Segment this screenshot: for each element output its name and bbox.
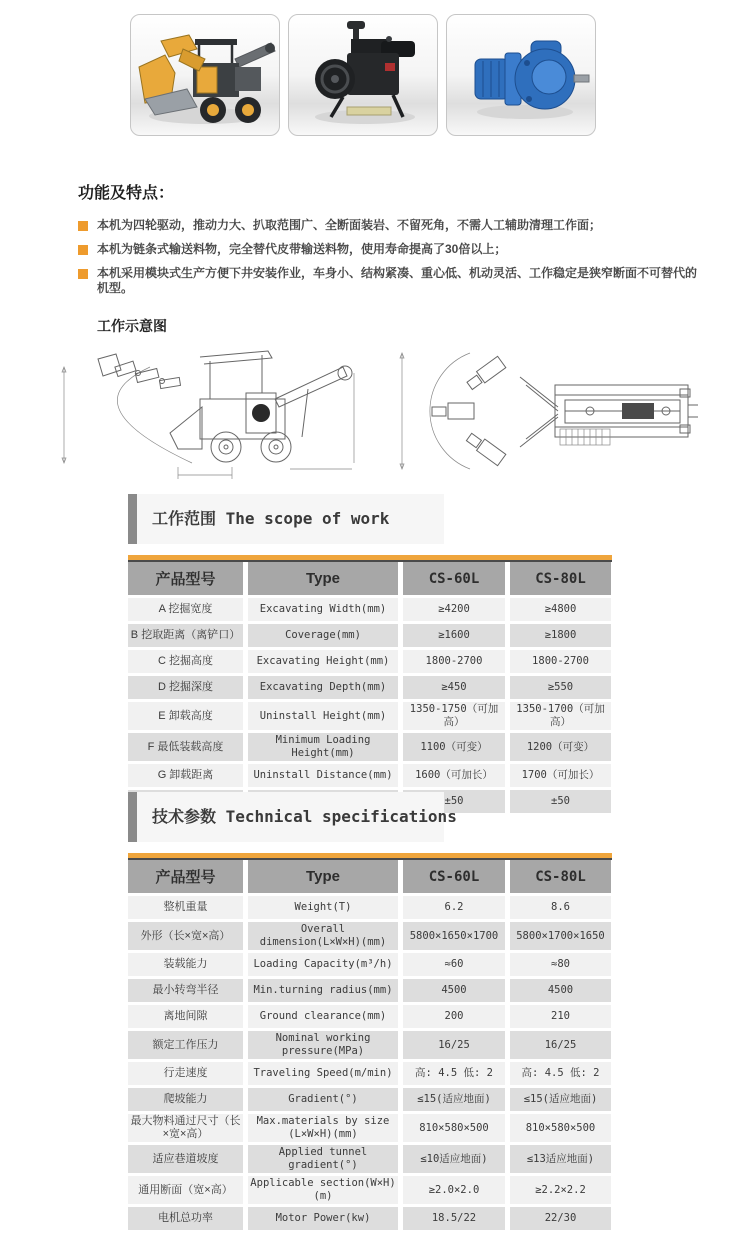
table-header-row (128, 562, 612, 595)
table-row (128, 702, 612, 730)
table-cell: 1800-2700 (510, 650, 611, 673)
table-cell: 高: 4.5 低: 2 (510, 1062, 611, 1085)
table-row (128, 1031, 612, 1059)
feature-text: 本机为链条式输送料物，完全替代皮带输送料物，使用寿命提高了30倍以上； (97, 242, 507, 256)
table-cell: E 卸载高度 (128, 702, 243, 730)
technical-specifications-section (128, 792, 612, 1233)
header-product-model: 产品型号 (128, 860, 243, 893)
table-cell: ≥1600 (403, 624, 505, 647)
table-header-row (128, 860, 612, 893)
table-cell: 整机重量 (128, 896, 243, 919)
table-accent-bar (128, 555, 612, 562)
top-view-drawing (400, 353, 698, 469)
mucking-loader-illustration (131, 15, 279, 135)
diesel-engine-illustration (289, 15, 437, 135)
table-cell: Applicable section(W×H)(m) (248, 1176, 398, 1204)
table-row (128, 922, 612, 950)
table-cell: 810×580×500 (510, 1114, 611, 1142)
table-cell: Nominal working pressure(MPa) (248, 1031, 398, 1059)
table-cell: Excavating Height(mm) (248, 650, 398, 673)
table-cell: 810×580×500 (403, 1114, 505, 1142)
table-cell: 210 (510, 1005, 611, 1028)
table-cell: ±50 (510, 790, 611, 813)
machine-line-drawing (50, 337, 700, 485)
table-cell: Motor Power(kw) (248, 1207, 398, 1230)
features-section (78, 180, 698, 305)
table-cell: ≥1800 (510, 624, 611, 647)
table-cell: Uninstall Height(mm) (248, 702, 398, 730)
hydraulic-pump-photo[interactable] (446, 14, 596, 136)
square-bullet-icon (78, 245, 88, 255)
feature-text: 本机为四轮驱动，推动力大、扒取范围广、全断面装岩、不留死角，不需人工辅助清理工作面； (97, 218, 602, 232)
square-bullet-icon (78, 269, 88, 279)
feature-item (78, 218, 698, 233)
table-cell: 电机总功率 (128, 1207, 243, 1230)
title-side-bar (128, 494, 137, 544)
header-cs60l: CS-60L (403, 562, 505, 595)
table-cell: 最小转弯半径 (128, 979, 243, 1002)
table-cell: C 挖掘高度 (128, 650, 243, 673)
table-cell: 1200（可变） (510, 733, 611, 761)
section-title-box (128, 494, 444, 544)
spec-table (128, 853, 612, 1230)
table-cell: 最大物料通过尺寸（长×宽×高） (128, 1114, 243, 1142)
table-cell: ≈80 (510, 953, 611, 976)
table-cell: ≈60 (403, 953, 505, 976)
table-cell: 离地间隙 (128, 1005, 243, 1028)
table-cell: 外形（长×宽×高） (128, 922, 243, 950)
table-cell: 200 (403, 1005, 505, 1028)
table-cell: ≥450 (403, 676, 505, 699)
table-cell: 爬坡能力 (128, 1088, 243, 1111)
table-row (128, 1088, 612, 1111)
table-cell: 1800-2700 (403, 650, 505, 673)
table-cell: Overall dimension(L×W×H)(mm) (248, 922, 398, 950)
scope-of-work-section (128, 494, 612, 816)
table-cell: Uninstall Distance(mm) (248, 764, 398, 787)
header-cs80l: CS-80L (510, 562, 611, 595)
table-cell: 高: 4.5 低: 2 (403, 1062, 505, 1085)
table-cell: B 挖取距离（离铲口） (128, 624, 243, 647)
table-row (128, 676, 612, 699)
table-body (128, 598, 612, 813)
title-side-bar (128, 792, 137, 842)
table-row (128, 896, 612, 919)
table-cell: 额定工作压力 (128, 1031, 243, 1059)
table-cell: 通用断面（宽×高） (128, 1176, 243, 1204)
table-cell: 16/25 (510, 1031, 611, 1059)
table-cell: ±50 (403, 790, 505, 813)
table-row (128, 1005, 612, 1028)
table-cell: Excavating Width(mm) (248, 598, 398, 621)
table-cell: 1100（可变） (403, 733, 505, 761)
table-row (128, 733, 612, 761)
feature-item (78, 266, 698, 296)
table-cell: 5800×1650×1700 (403, 922, 505, 950)
table-cell: 22/30 (510, 1207, 611, 1230)
table-cell: 6.2 (403, 896, 505, 919)
table-cell: ≤10适应地面) (403, 1145, 505, 1173)
scope-table (128, 555, 612, 813)
feature-item (78, 242, 698, 257)
table-row (128, 650, 612, 673)
table-row (128, 1062, 612, 1085)
table-cell: 4500 (403, 979, 505, 1002)
table-cell: ≥2.2×2.2 (510, 1176, 611, 1204)
table-cell: Coverage(mm) (248, 624, 398, 647)
table-cell: ≤15(适应地面) (403, 1088, 505, 1111)
table-cell: ≤15(适应地面) (510, 1088, 611, 1111)
table-cell: 装载能力 (128, 953, 243, 976)
table-cell: 5800×1700×1650 (510, 922, 611, 950)
table-cell: ≤13适应地面) (510, 1145, 611, 1173)
header-type: Type (248, 562, 398, 595)
table-cell: 行走速度 (128, 1062, 243, 1085)
table-cell: Ground clearance(mm) (248, 1005, 398, 1028)
table-cell: ≥4800 (510, 598, 611, 621)
table-cell: A 挖掘宽度 (128, 598, 243, 621)
table-row (128, 979, 612, 1002)
table-cell: Loading Capacity(m³/h) (248, 953, 398, 976)
table-cell: Minimum Loading Height(mm) (248, 733, 398, 761)
table-accent-bar (128, 853, 612, 860)
table-cell: Weight(T) (248, 896, 398, 919)
header-cs60l: CS-60L (403, 860, 505, 893)
header-type: Type (248, 860, 398, 893)
table-cell: D 挖掘深度 (128, 676, 243, 699)
header-cs80l: CS-80L (510, 860, 611, 893)
spec-section-title: 技术参数 Technical specifications (152, 807, 457, 826)
square-bullet-icon (78, 221, 88, 231)
features-title: 功能及特点： (78, 185, 175, 202)
table-cell: G 卸载距离 (128, 764, 243, 787)
table-cell: 1600（可加长） (403, 764, 505, 787)
feature-text: 本机采用模块式生产方便下井安装作业，车身小、结构紧凑、重心低、机动灵活、工作稳定是狭窄断面不可替代的机型。 (97, 266, 698, 295)
table-cell: Traveling Speed(m/min) (248, 1062, 398, 1085)
table-cell: 1350-1700（可加高） (510, 702, 611, 730)
table-cell: F 最低装载高度 (128, 733, 243, 761)
diesel-engine-photo[interactable] (288, 14, 438, 136)
work-diagram (50, 337, 700, 485)
mucking-loader-photo[interactable] (130, 14, 280, 136)
table-body (128, 896, 612, 1230)
table-cell: 18.5/22 (403, 1207, 505, 1230)
table-row (128, 598, 612, 621)
table-cell: 适应巷道坡度 (128, 1145, 243, 1173)
side-view-drawing (62, 351, 354, 479)
table-cell: ≥550 (510, 676, 611, 699)
table-cell: ≥2.0×2.0 (403, 1176, 505, 1204)
hydraulic-pump-illustration (447, 15, 595, 135)
table-row (128, 1114, 612, 1142)
table-row (128, 764, 612, 787)
table-cell: Excavating Depth(mm) (248, 676, 398, 699)
table-row (128, 953, 612, 976)
diagram-title: 工作示意图 (97, 318, 167, 334)
table-cell: Applied tunnel gradient(°) (248, 1145, 398, 1173)
table-row (128, 1145, 612, 1173)
table-cell: ≥4200 (403, 598, 505, 621)
table-cell: 1700（可加长） (510, 764, 611, 787)
header-product-model: 产品型号 (128, 562, 243, 595)
table-cell: 4500 (510, 979, 611, 1002)
table-cell: Gradient(°) (248, 1088, 398, 1111)
table-cell: 8.6 (510, 896, 611, 919)
table-row (128, 624, 612, 647)
table-cell: Min.turning radius(mm) (248, 979, 398, 1002)
table-row (128, 1207, 612, 1230)
scope-section-title: 工作范围 The scope of work (152, 509, 390, 528)
table-cell: 1350-1750（可加高） (403, 702, 505, 730)
table-cell: 16/25 (403, 1031, 505, 1059)
product-images-row (130, 14, 596, 136)
table-cell: Max.materials by size (L×W×H)(mm) (248, 1114, 398, 1142)
